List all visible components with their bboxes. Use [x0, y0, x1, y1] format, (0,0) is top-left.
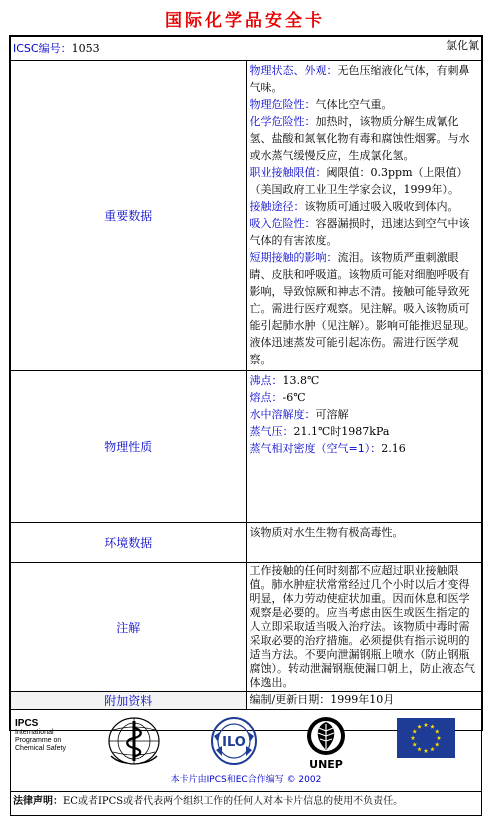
legal-label: 法律声明：	[13, 796, 63, 807]
important-data-item	[250, 198, 479, 215]
notes-content	[246, 563, 482, 692]
important-data-value: 容器漏损时，迅速达到空气中该气体的有害浓度。	[249, 217, 470, 247]
icsc-number: 1053	[71, 42, 100, 55]
icsc-card	[9, 35, 483, 807]
logo-row	[11, 710, 482, 792]
physical-property-value: -6℃	[282, 391, 306, 404]
physical-property-item	[250, 372, 479, 389]
ilo-logo-text: ILO	[222, 735, 246, 750]
physical-property-key: 水中溶解度：	[249, 408, 316, 421]
legal-notice	[11, 792, 481, 807]
important-data-value: 流泪。该物质严重刺激眼睛、皮肤和呼吸道。该物质可能对细胞呼吸有影响，导致惊厥和神志不清。接触可能导致死亡。需进行医疗观察。见注解。吸入该物质可能引起肺水肿（见注解）。影响可能推迟显现。液体迅速蒸发可能引起冻伤。需进行医学观察。	[249, 251, 475, 366]
credit-text: 本卡片由IPCS和EC合作编写 © 2002	[170, 775, 322, 785]
ipcs-line-1: International	[15, 729, 54, 736]
card-table	[10, 36, 482, 816]
important-data-row	[11, 61, 482, 371]
important-data-item	[250, 62, 479, 96]
physical-properties-content	[246, 371, 482, 523]
additional-info-row	[11, 692, 482, 710]
important-data-item	[250, 164, 479, 198]
important-data-value: 加热时，该物质分解生成氰化氢、盐酸和氮氧化物有毒和腐蚀性烟雾。与水或水蒸气缓慢反应，生成氯化氢。	[249, 115, 470, 162]
environment-content	[246, 523, 482, 563]
ipcs-line-2: Programme on	[15, 737, 62, 744]
physical-properties-label: 物理性质	[11, 371, 247, 523]
additional-info-content	[246, 692, 482, 710]
physical-property-item	[250, 406, 479, 423]
important-data-item	[250, 249, 479, 368]
important-data-value: 气体比空气重。	[315, 98, 393, 111]
environment-label: 环境数据	[11, 523, 247, 563]
physical-property-key: 蒸气压：	[249, 425, 294, 438]
unep-logo-text: UNEP	[309, 758, 343, 771]
physical-property-key: 蒸气相对密度（空气=1）：	[249, 442, 382, 455]
update-date: 编制/更新日期：1999年10月	[249, 693, 395, 706]
important-data-content	[246, 61, 482, 371]
physical-property-item	[250, 423, 479, 440]
important-data-value: 无色压缩液化气体，有刺鼻气味。	[249, 64, 470, 94]
important-data-key: 物理危险性：	[249, 98, 316, 111]
environment-text: 该物质对水生生物有极高毒性。	[249, 526, 404, 539]
physical-property-item	[250, 440, 479, 457]
who-logo-icon	[107, 716, 161, 766]
important-data-item	[250, 96, 479, 113]
legal-row	[11, 792, 482, 816]
important-data-key: 吸入危险性：	[249, 217, 316, 230]
important-data-key: 接触途径：	[249, 200, 305, 213]
physical-property-value: 可溶解	[315, 408, 349, 421]
notes-row	[11, 563, 482, 692]
logo-strip	[107, 716, 467, 771]
important-data-value: 该物质可通过吸入吸收到体内。	[304, 200, 459, 213]
physical-property-key: 沸点：	[249, 374, 283, 387]
important-data-value: 阈限值：0.3ppm（上限值）（美国政府工业卫生学家会议，1999年）。	[249, 166, 468, 196]
important-data-key: 职业接触限值：	[249, 166, 327, 179]
icsc-id	[11, 42, 100, 55]
physical-property-item	[250, 389, 479, 406]
environment-row	[11, 523, 482, 563]
physical-property-value: 13.8℃	[282, 374, 320, 387]
icsc-label: ICSC编号：	[13, 42, 72, 55]
important-data-label: 重要数据	[11, 61, 247, 371]
important-data-item	[250, 113, 479, 164]
logo-cell	[11, 710, 482, 792]
legal-text: EC或者IPCS或者代表两个组织工作的任何人对本卡片信息的使用不负责任。	[63, 796, 404, 807]
id-cell	[11, 37, 482, 61]
chemical-name: 氯化氰	[446, 39, 479, 52]
physical-property-key: 熔点：	[249, 391, 283, 404]
ipcs-line-3: Chemical Safety	[15, 745, 66, 752]
card-title: 国际化学品安全卡	[165, 11, 325, 31]
additional-info-label: 附加资料	[11, 692, 247, 710]
important-data-key: 化学危险性：	[249, 115, 316, 128]
physical-properties-row	[11, 371, 482, 523]
eu-flag-icon	[397, 718, 455, 758]
notes-label: 注解	[11, 563, 247, 692]
ipcs-block	[15, 720, 85, 753]
important-data-item	[250, 215, 479, 249]
important-data-list	[247, 61, 482, 370]
unep-logo-icon	[303, 716, 349, 770]
ipcs-title: IPCS	[15, 718, 39, 729]
notes-text: 工作接触的任何时刻都不应超过职业接触限值。肺水肿症状常常经过几个小时以后才变得明显，体力劳动使症状加重。因而休息和医学观察是必要的。应当考虑由医生或医生指定的人立即采取适当吸入治疗法。该物质中毒时需采取必要的治疗措施。必须提供有指示说明的适当方法。不要向泄漏钢瓶上喷水（防止钢瓶腐蚀）。转动泄漏钢瓶使漏口朝上，防止液态气体逸出。	[249, 564, 475, 689]
important-data-key: 物理状态、外观：	[249, 64, 338, 77]
important-data-key: 短期接触的影响：	[249, 251, 338, 264]
id-row	[11, 37, 482, 61]
ilo-logo-icon	[210, 716, 258, 766]
physical-property-value: 21.1℃时1987kPa	[293, 425, 390, 438]
physical-properties-list	[247, 371, 482, 459]
physical-property-value: 2.16	[381, 442, 406, 455]
legal-cell	[11, 792, 482, 816]
